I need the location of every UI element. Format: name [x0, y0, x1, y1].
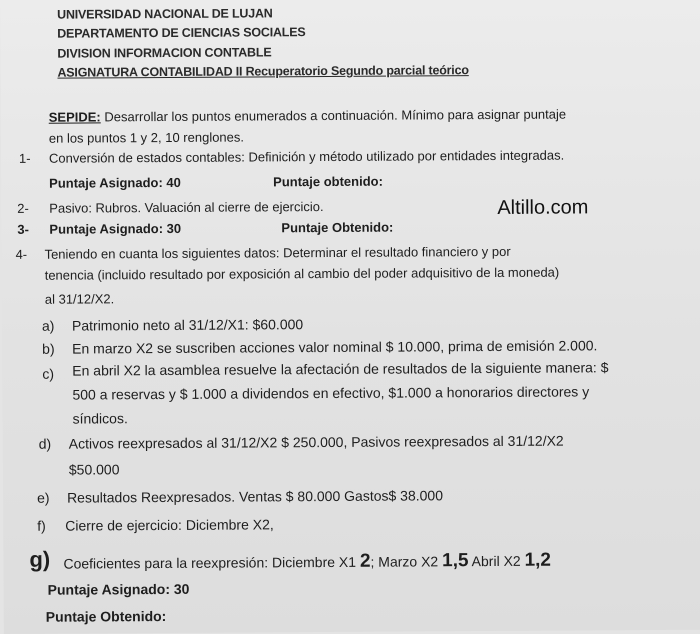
intro-text: Desarrollar los puntos enumerados a continuación. Mínimo para asignar puntaje [100, 106, 567, 125]
department-name: DEPARTAMENTO DE CIENCIAS SOCIALES [57, 25, 306, 41]
q1-score-assigned: Puntaje Asignado: 40 [49, 174, 181, 191]
q4-line-3: al 31/12/X2. [44, 291, 115, 307]
item-g-letter: g) [29, 546, 51, 572]
item-d-letter: d) [38, 435, 52, 452]
coefficient-apr-x2: 1,2 [524, 549, 552, 571]
item-c-text-1: En abril X2 la asamblea resuelve la afectación de resultados de la siguiente manera: $ [72, 359, 609, 379]
q1-score-obtained: Puntaje obtenido: [273, 173, 383, 190]
q1-number: 1- [18, 150, 31, 166]
q2-text: Pasivo: Rubros. Valuación al cierre de ejercicio. [49, 199, 324, 216]
item-g-sep-2: Abril X2 [471, 552, 521, 570]
item-d-text-2: $50.000 [68, 461, 120, 478]
q2-number: 2- [17, 200, 29, 216]
q4-score-obtained: Puntaje Obtenido: [45, 607, 167, 625]
item-d-text-1: Activos reexpresados al 31/12/X2 $ 250.000, Pasivos reexpresados al 31/12/X2 [68, 432, 564, 452]
division-name: DIVISION INFORMACION CONTABLE [57, 45, 272, 61]
item-b-letter: b) [42, 340, 55, 357]
q1-text: Conversión de estados contables: Definición y método utilizado por entidades integradas. [48, 147, 565, 166]
subject-title: ASIGNATURA CONTABILIDAD II Recuperatorio Segundo parcial teórico [57, 63, 469, 80]
item-e-letter: e) [36, 489, 50, 506]
item-c-letter: c) [42, 365, 55, 382]
item-g-line [63, 550, 551, 575]
coefficient-mar-x2: 1,5 [442, 550, 469, 572]
item-f-text: Cierre de ejercicio: Diciembre X2, [65, 516, 274, 534]
q4-line-2: tenencia (incluido resultado por exposición al cambio del poder adquisitivo de la moneda) [44, 264, 560, 283]
q3-score-assigned: Puntaje Asignado: 30 [49, 220, 182, 237]
item-a-text: Patrimonio neto al 31/12/X1: $60.000 [71, 316, 304, 334]
university-name: UNIVERSIDAD NACIONAL DE LUJAN [57, 6, 273, 22]
item-c-text-2: 500 a reservas y $ 1.000 a dividendos en efectivo, $1.000 a honorarios directores y [72, 383, 590, 403]
intro-line-1 [49, 107, 566, 125]
q3-score-obtained: Puntaje Obtenido: [281, 219, 394, 236]
item-g-text: Coeficientes para la reexpresión: Diciembre X1 [63, 553, 357, 572]
q4-score-assigned: Puntaje Asignado: 30 [47, 580, 190, 598]
intro-label: SEPIDE: [48, 109, 101, 125]
item-c-text-3: síndicos. [72, 410, 128, 427]
watermark: Altillo.com [497, 196, 589, 219]
item-e-text: Resultados Reexpresados. Ventas $ 80.000 Gastos$ 38.000 [66, 487, 444, 506]
q3-number: 3- [17, 221, 30, 237]
item-b-text: En marzo X2 se suscriben acciones valor nominal $ 10.000, prima de emisión 2.000. [72, 337, 598, 357]
item-f-letter: f) [37, 517, 46, 534]
coefficient-dec-x1: 2 [359, 550, 371, 572]
item-a-letter: a) [41, 317, 55, 334]
q4-number: 4- [15, 246, 28, 262]
q4-line-1: Teniendo en cuanta los siguientes datos: Determinar el resultado financiero y por [44, 243, 511, 262]
item-g-sep-1: ; Marzo X2 [370, 553, 439, 570]
intro-line-2: en los puntos 1 y 2, 10 renglones. [48, 129, 245, 146]
